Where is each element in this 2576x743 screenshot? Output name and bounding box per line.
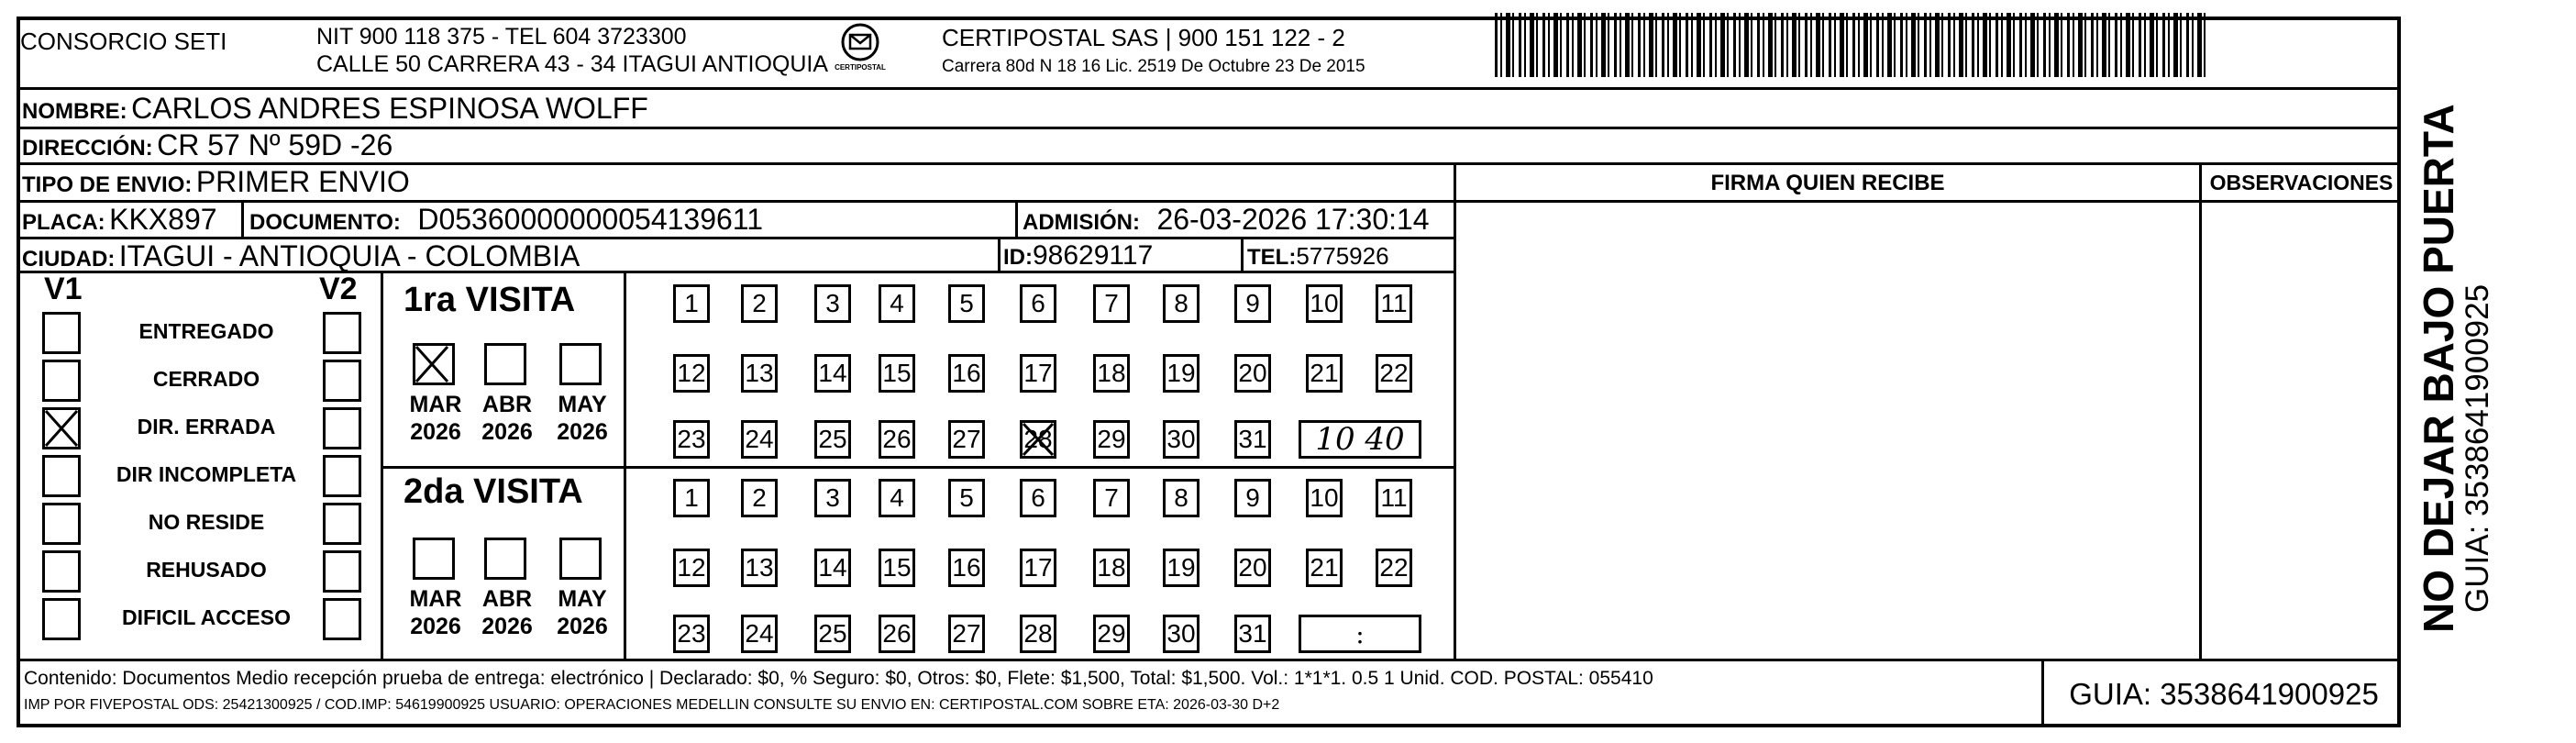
day-box[interactable]: 3 <box>814 479 851 517</box>
day-box[interactable]: 24 <box>741 420 778 459</box>
day-box[interactable]: 13 <box>741 354 778 393</box>
status-option-label: ENTREGADO <box>138 319 274 343</box>
day-box[interactable]: 30 <box>1163 615 1200 653</box>
v1-checkbox[interactable] <box>42 455 81 497</box>
tel-label: TEL: <box>1247 245 1297 270</box>
v2-checkbox[interactable] <box>323 598 361 640</box>
day-box[interactable]: 17 <box>1020 354 1056 393</box>
v2-checkbox[interactable] <box>323 550 361 593</box>
nombre-value: CARLOS ANDRES ESPINOSA WOLFF <box>131 92 648 125</box>
month-label: ABR <box>481 392 533 417</box>
day-box[interactable]: 26 <box>879 615 915 653</box>
v2-label: V2 <box>319 272 358 306</box>
v1-checkbox[interactable] <box>42 598 81 640</box>
day-box[interactable]: 8 <box>1163 479 1200 517</box>
status-option-label: NO RESIDE <box>148 510 265 534</box>
month-label: ABR <box>481 586 533 612</box>
day-box[interactable]: 23 <box>673 420 710 459</box>
day-box[interactable]: 25 <box>814 420 851 459</box>
day-box[interactable]: 27 <box>948 615 985 653</box>
day-box[interactable]: 23 <box>673 615 710 653</box>
day-box[interactable]: 16 <box>948 354 985 393</box>
day-box[interactable]: 9 <box>1234 479 1271 517</box>
day-box[interactable]: 9 <box>1234 284 1271 323</box>
day-box[interactable]: 28 <box>1020 615 1056 653</box>
documento-value: D05360000000054139611 <box>417 203 764 236</box>
month-checkbox[interactable] <box>484 538 526 580</box>
day-box[interactable]: 22 <box>1376 549 1412 587</box>
placa-row <box>22 203 217 237</box>
day-box[interactable]: 12 <box>673 549 710 587</box>
day-box[interactable]: 4 <box>879 479 915 517</box>
day-box[interactable]: 19 <box>1163 549 1200 587</box>
day-box[interactable]: 27 <box>948 420 985 459</box>
year-label: 2026 <box>410 419 461 445</box>
day-box[interactable]: 31 <box>1234 615 1271 653</box>
day-box[interactable]: 6 <box>1020 479 1056 517</box>
day-box[interactable]: 15 <box>879 354 915 393</box>
day-box[interactable]: 24 <box>741 615 778 653</box>
day-box[interactable]: 17 <box>1020 549 1056 587</box>
v1-checkbox[interactable] <box>42 360 81 402</box>
ciudad-value: ITAGUI - ANTIOQUIA - COLOMBIA <box>118 239 580 272</box>
day-box[interactable]: 20 <box>1234 354 1271 393</box>
status-option-label: DIR INCOMPLETA <box>116 462 297 486</box>
firma-header: FIRMA QUIEN RECIBE <box>1710 171 1945 195</box>
month-checkbox[interactable] <box>559 343 602 385</box>
observaciones-area[interactable] <box>2204 204 2398 657</box>
month-checkbox[interactable] <box>413 343 455 385</box>
day-box[interactable]: 13 <box>741 549 778 587</box>
id-value: 98629117 <box>1033 240 1154 271</box>
footer-line2: IMP POR FIVEPOSTAL ODS: 25421300925 / COD.IMP: 54619900925 USUARIO: OPERACIONES MEDELLIN CONSULTE SU ENVIO EN: CERTIPOSTAL.COM SOBRE ETA: 2026-03-30 D+2 <box>24 697 1280 713</box>
day-box[interactable]: 14 <box>814 354 851 393</box>
day-box[interactable]: 8 <box>1163 284 1200 323</box>
side-no-dejar: NO DEJAR BAJO PUERTA <box>2415 104 2462 633</box>
day-box[interactable]: 3 <box>814 284 851 323</box>
day-box[interactable]: 1 <box>673 479 710 517</box>
side-guia: GUIA: 3538641900925 <box>2460 283 2495 613</box>
day-box[interactable]: 10 <box>1306 284 1343 323</box>
time-box[interactable] <box>1299 615 1421 653</box>
nit-line1: NIT 900 118 375 - TEL 604 3723300 <box>316 24 687 50</box>
day-box[interactable]: 22 <box>1376 354 1412 393</box>
observaciones-header: OBSERVACIONES <box>2209 171 2394 194</box>
placa-value: KKX897 <box>109 203 217 236</box>
day-box[interactable]: 19 <box>1163 354 1200 393</box>
company-name: CONSORCIO SETI <box>20 28 227 55</box>
certi-line2: Carrera 80d N 18 16 Lic. 2519 De Octubre 23 De 2015 <box>942 57 1365 76</box>
v2-checkbox[interactable] <box>323 455 361 497</box>
day-box[interactable]: 1 <box>673 284 710 323</box>
visit1-title: 1ra VISITA <box>404 281 576 319</box>
day-box[interactable]: 5 <box>948 284 985 323</box>
visit2-title: 2da VISITA <box>404 472 583 511</box>
day-box[interactable]: 18 <box>1093 549 1130 587</box>
day-box[interactable]: 14 <box>814 549 851 587</box>
time-box[interactable] <box>1299 420 1421 459</box>
month-label: MAY <box>558 392 607 417</box>
ciudad-row <box>22 239 580 273</box>
v1-checkbox[interactable] <box>42 407 81 449</box>
day-box[interactable]: 7 <box>1093 284 1130 323</box>
month-label: MAR <box>409 392 462 417</box>
day-box[interactable]: 6 <box>1020 284 1056 323</box>
v1-checkbox[interactable] <box>42 503 81 545</box>
day-box[interactable]: 5 <box>948 479 985 517</box>
direccion-row <box>22 128 392 162</box>
day-box[interactable]: 15 <box>879 549 915 587</box>
footer-line1: Contenido: Documentos Medio recepción prueba de entrega: electrónico | Declarado: $0, % Seguro: $0, Otros: $0, Flete: $1,500, Total: $1,500. Vol.: 1*1*1. 0.5 1 Unid. COD. POSTAL: 055410 <box>24 668 1653 689</box>
status-option-label: REHUSADO <box>146 558 267 582</box>
month-checkbox[interactable] <box>559 538 602 580</box>
v1-checkbox[interactable] <box>42 312 81 354</box>
v2-checkbox[interactable] <box>323 503 361 545</box>
side-text <box>2416 104 2495 633</box>
month-checkbox[interactable] <box>413 538 455 580</box>
nombre-row <box>22 92 648 126</box>
documento-label: DOCUMENTO: <box>249 210 401 235</box>
year-label: 2026 <box>481 419 533 445</box>
certi-line1: CERTIPOSTAL SAS | 900 151 122 - 2 <box>942 24 1345 51</box>
nombre-label: NOMBRE: <box>22 99 127 124</box>
status-option-label: CERRADO <box>152 367 260 391</box>
day-box[interactable]: 11 <box>1376 284 1412 323</box>
day-box[interactable]: 2 <box>741 479 778 517</box>
month-label: MAY <box>558 586 607 612</box>
day-box[interactable]: 31 <box>1234 420 1271 459</box>
logo-text: CERTIPOSTAL <box>835 63 886 72</box>
time-value: : <box>1355 618 1365 649</box>
day-box[interactable]: 16 <box>948 549 985 587</box>
tipo-row <box>22 165 410 199</box>
footer-guia: GUIA: 3538641900925 <box>2069 677 2379 711</box>
tel-row <box>1247 242 1389 271</box>
day-box[interactable]: 20 <box>1234 549 1271 587</box>
placa-label: PLACA: <box>22 210 105 235</box>
month-label: MAR <box>409 586 462 612</box>
day-box[interactable]: 29 <box>1093 615 1130 653</box>
day-box[interactable]: 10 <box>1306 479 1343 517</box>
id-row <box>1003 240 1153 272</box>
day-box[interactable]: 2 <box>741 284 778 323</box>
ciudad-label: CIUDAD: <box>22 247 116 272</box>
checkmark-x-icon <box>413 343 451 385</box>
admision-value: 26-03-2026 17:30:14 <box>1156 203 1430 236</box>
admision-row <box>1023 203 1430 237</box>
id-label: ID: <box>1003 245 1033 270</box>
v2-checkbox[interactable] <box>323 360 361 402</box>
day-box[interactable]: 30 <box>1163 420 1200 459</box>
documento-row <box>249 203 763 237</box>
tipo-value: PRIMER ENVIO <box>195 165 410 198</box>
year-label: 2026 <box>557 419 608 445</box>
day-box[interactable]: 12 <box>673 354 710 393</box>
v2-checkbox[interactable] <box>323 312 361 354</box>
v1-label: V1 <box>44 272 83 306</box>
checkmark-x-icon <box>42 407 81 449</box>
direccion-label: DIRECCIÓN: <box>22 136 153 161</box>
time-value: 10 40 <box>1315 421 1405 458</box>
day-box[interactable]: 18 <box>1093 354 1130 393</box>
firma-area[interactable] <box>1458 204 2196 657</box>
checkmark-x-icon <box>1020 420 1056 459</box>
day-box[interactable]: 28 <box>1020 420 1056 459</box>
day-box[interactable]: 21 <box>1306 549 1343 587</box>
year-label: 2026 <box>410 614 461 639</box>
day-box[interactable]: 21 <box>1306 354 1343 393</box>
day-box[interactable]: 26 <box>879 420 915 459</box>
v1-checkbox[interactable] <box>42 550 81 593</box>
year-label: 2026 <box>557 614 608 639</box>
nit-line2: CALLE 50 CARRERA 43 - 34 ITAGUI ANTIOQUIA <box>316 51 829 77</box>
year-label: 2026 <box>481 614 533 639</box>
v2-checkbox[interactable] <box>323 407 361 449</box>
tel-value: 5775926 <box>1296 242 1389 270</box>
day-box[interactable]: 7 <box>1093 479 1130 517</box>
day-box[interactable]: 29 <box>1093 420 1130 459</box>
status-option-label: DIR. ERRADA <box>137 415 276 438</box>
status-option-label: DIFICIL ACCESO <box>121 605 291 629</box>
admision-label: ADMISIÓN: <box>1023 210 1140 235</box>
day-box[interactable]: 11 <box>1376 479 1412 517</box>
tipo-label: TIPO DE ENVIO: <box>22 172 193 197</box>
month-checkbox[interactable] <box>484 343 526 385</box>
day-box[interactable]: 4 <box>879 284 915 323</box>
direccion-value: CR 57 Nº 59D -26 <box>157 128 393 161</box>
day-box[interactable]: 25 <box>814 615 851 653</box>
